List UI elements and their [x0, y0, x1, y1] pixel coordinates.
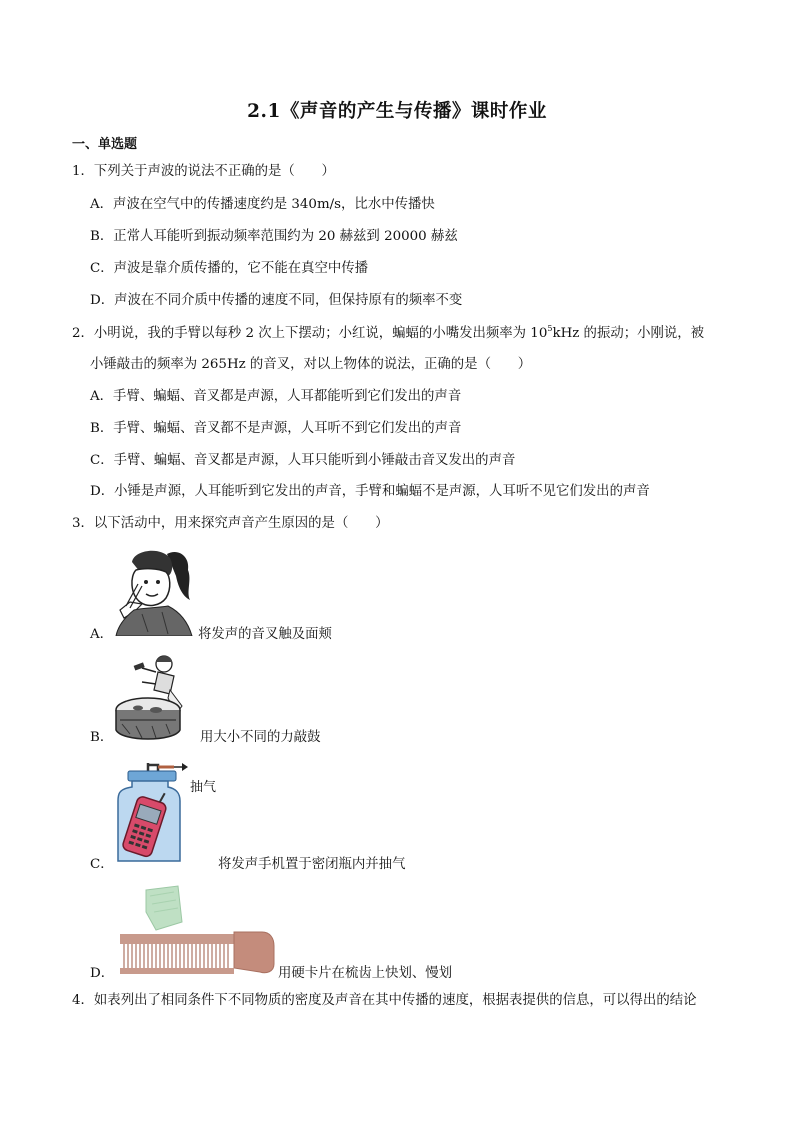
q3-option-b-text: 用大小不同的力敲鼓 — [200, 730, 321, 745]
q3-option-d-label: D． — [90, 966, 115, 981]
comb-card-image — [116, 884, 276, 978]
q1-option-d: D．声波在不同介质中传播的速度不同，但保持原有的频率不变 — [90, 293, 463, 308]
q3-option-a-text: 将发声的音叉触及面颊 — [198, 627, 332, 642]
q1-option-b: B．正常人耳能听到振动频率范围约为 20 赫兹到 20000 赫兹 — [90, 229, 458, 244]
q2-option-b: B．手臂、蝙蝠、音叉都不是声源，人耳听不到它们发出的声音 — [90, 421, 462, 436]
q2-option-c: C．手臂、蝙蝠、音叉都是声源，人耳只能听到小锤敲击音叉发出的声音 — [90, 453, 516, 468]
q2-option-d: D．小锤是声源，人耳能听到它发出的声音，手臂和蝙蝠不是声源，人耳听不见它们发出的声音 — [90, 484, 650, 499]
drum-image — [112, 654, 196, 744]
q2-option-a: A．手臂、蝙蝠、音叉都是声源，人耳都能听到它们发出的声音 — [90, 389, 462, 404]
q3-option-b-label: B． — [90, 730, 114, 745]
q2-stem-line1: 2．小明说，我的手臂以每秒 2 次上下摆动；小红说，蝙蝠的小嘴发出频率为 $10^5kHz$ 的振动；小刚说，被 — [72, 324, 705, 341]
pump-air-label: 抽气 — [190, 780, 217, 795]
q3-option-a-label: A． — [90, 627, 114, 642]
q2-stem-line2: 小锤敲击的频率为 265Hz 的音叉，对以上物体的说法，正确的是（ ） — [90, 357, 532, 372]
q1-option-a: A．声波在空气中的传播速度约是 340m/s，比水中传播快 — [90, 197, 435, 212]
girl-tuning-fork-image — [112, 546, 194, 636]
q4-stem: 4．如表列出了相同条件下不同物质的密度及声音在其中传播的速度，根据表提供的信息，可以得出的结论 — [72, 993, 697, 1008]
q3-option-d-text: 用硬卡片在梳齿上快划、慢划 — [278, 966, 453, 981]
page-title: 2.1《声音的产生与传播》课时作业 — [247, 101, 547, 122]
q1-option-c: C．声波是靠介质传播的，它不能在真空中传播 — [90, 261, 369, 276]
q3-option-c-text: 将发声手机置于密闭瓶内并抽气 — [218, 857, 406, 872]
section-heading: 一、单选题 — [72, 137, 138, 152]
q3-option-c-label: C． — [90, 857, 114, 872]
sealed-jar-phone-image — [112, 761, 208, 865]
q3-stem: 3．以下活动中，用来探究声音产生原因的是（ ） — [72, 516, 389, 531]
q1-stem: 1．下列关于声波的说法不正确的是（ ） — [72, 164, 335, 179]
